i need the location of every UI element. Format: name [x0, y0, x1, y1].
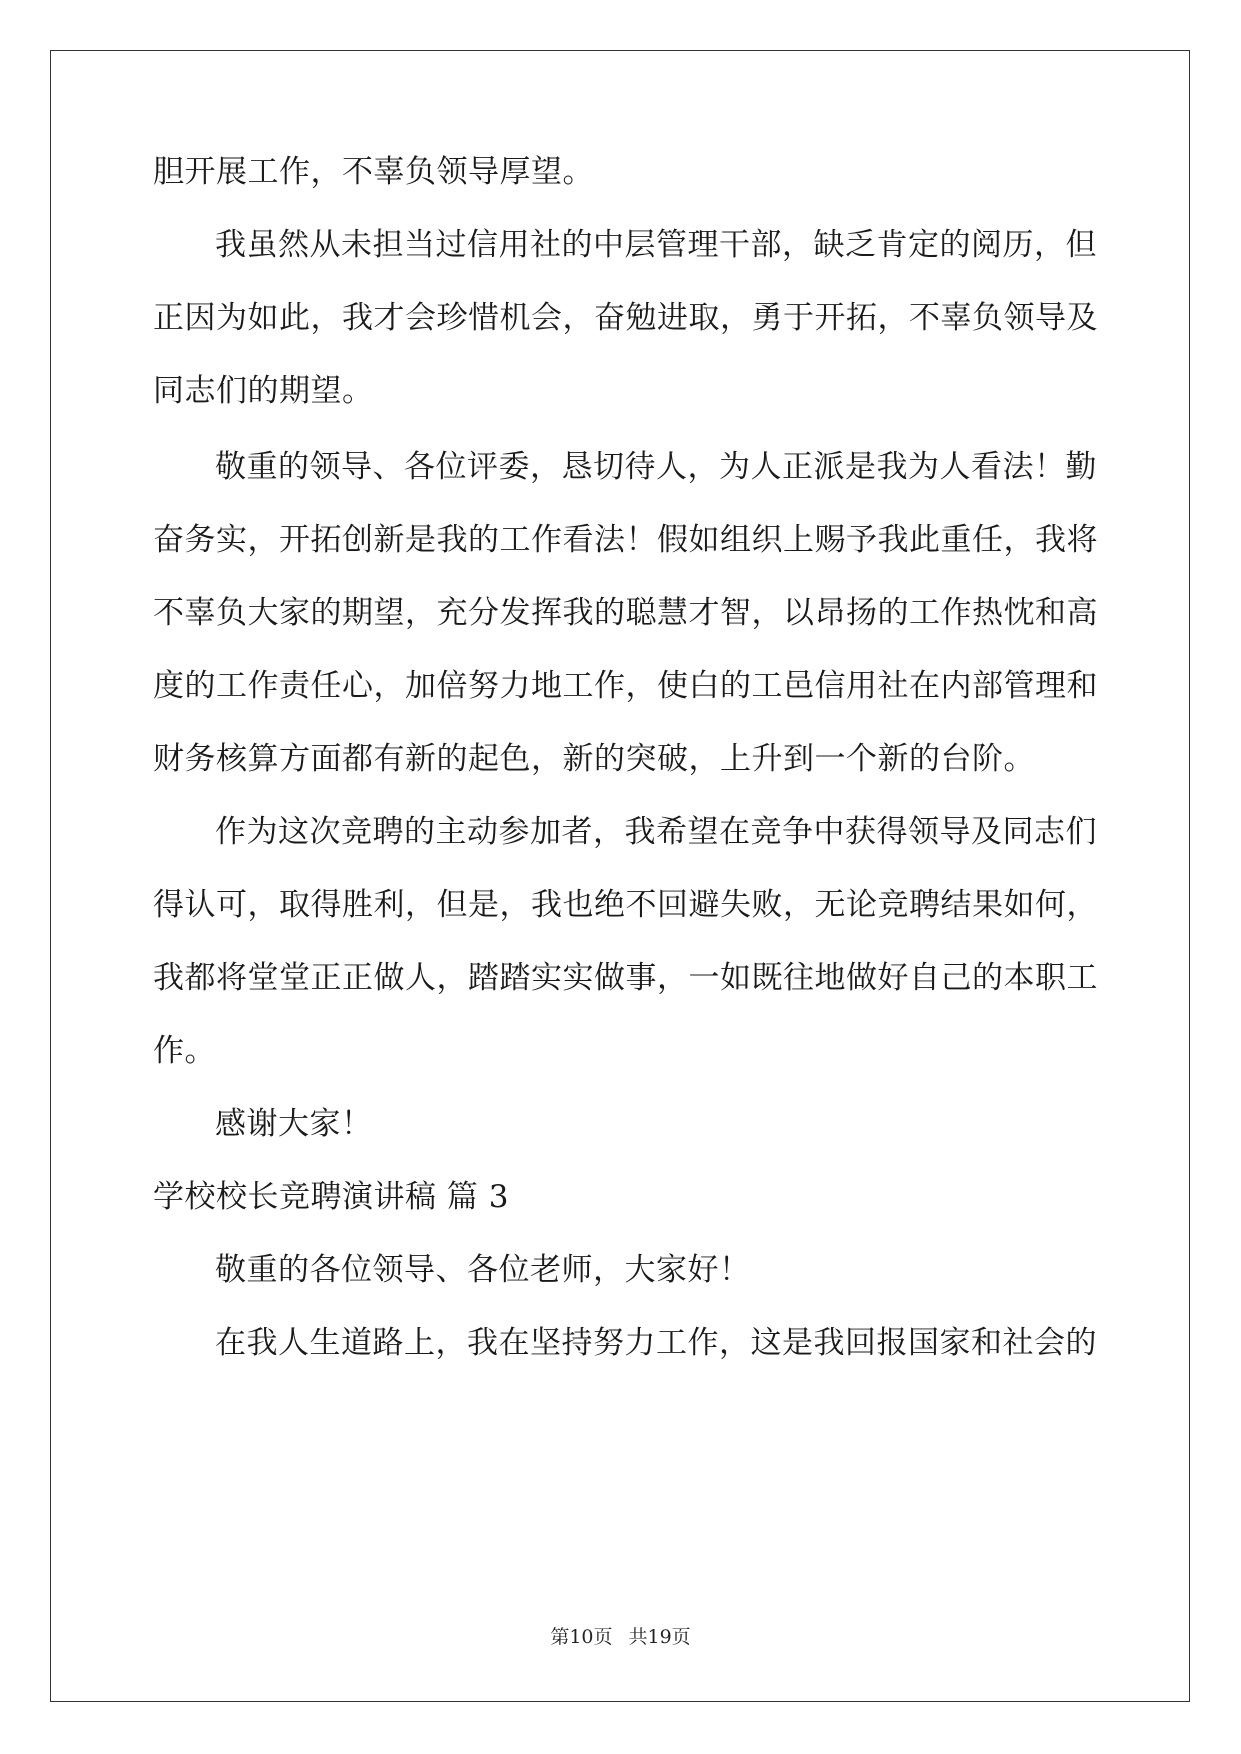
paragraph-start-line: 作为这次竞聘的主动参加者，我希望在竞争中获得领导及同志们: [215, 814, 1097, 850]
body-text-line: 奋务实，开拓创新是我的工作看法！假如组织上赐予我此重任，我将: [153, 522, 1098, 558]
body-text-line: 得认可，取得胜利，但是，我也绝不回避失败，无论竞聘结果如何，: [153, 887, 1098, 923]
paragraph-start-line: 敬重的领导、各位评委，恳切待人，为人正派是我为人看法！勤: [215, 449, 1097, 485]
body-text-line: 我都将堂堂正正做人，踏踏实实做事，一如既往地做好自己的本职工: [153, 960, 1098, 996]
page-total: 共19页: [628, 1626, 691, 1648]
page-footer: [0, 1622, 1241, 1649]
page-number: 第10页: [550, 1626, 613, 1648]
paragraph-start-line: 感谢大家！: [215, 1106, 373, 1142]
body-text-line: 财务核算方面都有新的起色，新的突破，上升到一个新的台阶。: [153, 741, 1035, 777]
body-text-line: 胆开展工作，不辜负领导厚望。: [153, 154, 594, 190]
paragraph-start-line: 我虽然从未担当过信用社的中层管理干部，缺乏肯定的阅历，但: [215, 227, 1097, 263]
paragraph-start-line: 敬重的各位领导、各位老师，大家好！: [215, 1252, 751, 1288]
paragraph-start-line: 在我人生道路上，我在坚持努力工作，这是我回报国家和社会的: [215, 1325, 1097, 1361]
body-text-line: 作。: [153, 1033, 216, 1069]
body-text-line: 正因为如此，我才会珍惜机会，奋勉进取，勇于开拓，不辜负领导及: [153, 300, 1098, 336]
body-text-line: 同志们的期望。: [153, 373, 374, 409]
body-text-line: 度的工作责任心，加倍努力地工作，使白的工邑信用社在内部管理和: [153, 668, 1098, 704]
section-heading: 学校校长竞聘演讲稿 篇 3: [153, 1179, 509, 1215]
body-text-line: 不辜负大家的期望，充分发挥我的聪慧才智，以昂扬的工作热忱和高: [153, 595, 1098, 631]
